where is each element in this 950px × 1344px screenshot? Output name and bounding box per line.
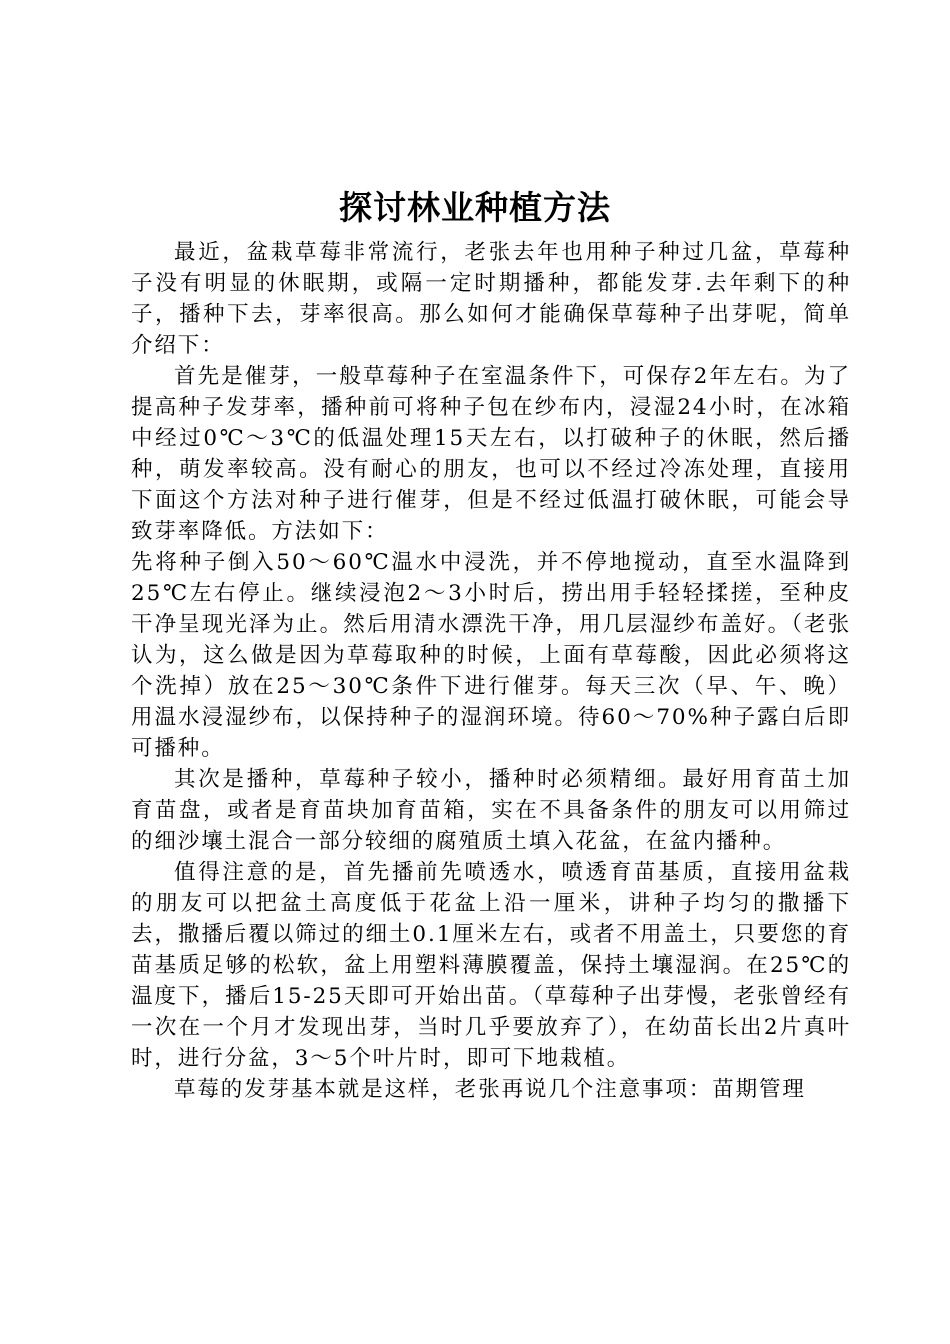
paragraph-notes: 值得注意的是，首先播前先喷透水，喷透育苗基质，直接用盆栽的朋友可以把盆土高度低于花盆上沿一厘米，讲种子均匀的撒播下去，撒播后覆以筛过的细土0.1厘米左右，或者不用盖土，只要您的育苗基质足够的松软，盆上用塑料薄膜覆盖，保持土壤湿润。在25℃的温度下，播后15-25天即可开始出苗。（草莓种子出芽慢，老张曾经有一次在一个月才发现出芽，当时几乎要放弃了），在幼苗长出2片真叶时，进行分盆，3～5个叶片时，即可下地栽植。 — [131, 860, 851, 1071]
paragraph-intro: 最近，盆栽草莓非常流行，老张去年也用种子种过几盆，草莓种子没有明显的休眠期，或隔一定时期播种，都能发芽.去年剩下的种子，播种下去，芽率很高。那么如何才能确保草莓种子出芽呢，简单介绍下： — [131, 240, 851, 358]
paragraph-seedling-care: 草莓的发芽基本就是这样，老张再说几个注意事项：苗期管理 — [174, 1077, 806, 1102]
document-body — [131, 237, 851, 1105]
paragraph-sowing: 其次是播种，草莓种子较小，播种时必须精细。最好用育苗土加育苗盘，或者是育苗块加育苗箱，实在不具备条件的朋友可以用筛过的细沙壤土混合一部分较细的腐殖质土填入花盆，在盆内播种。 — [131, 767, 851, 854]
paragraph-soaking-method: 先将种子倒入50～60℃温水中浸洗，并不停地搅动，直至水温降到25℃左右停止。继续浸泡2～3小时后，捞出用手轻轻揉搓，至种皮干净呈现光泽为止。然后用清水漂洗干净，用几层湿纱布盖好。（老张认为，这么做是因为草莓取种的时候，上面有草莓酸，因此必须将这个洗掉）放在25～30℃条件下进行催芽。每天三次（早、午、晚）用温水浸湿纱布，以保持种子的湿润环境。待60～70%种子露白后即可播种。 — [131, 550, 851, 761]
document-title: 探讨林业种植方法 — [339, 188, 611, 227]
paragraph-germination: 首先是催芽，一般草莓种子在室温条件下，可保存2年左右。为了提高种子发芽率，播种前可将种子包在纱布内，浸湿24小时，在冰箱中经过0℃～3℃的低温处理15天左右，以打破种子的休眠，然后播种，萌发率较高。没有耐心的朋友，也可以不经过冷冻处理，直接用下面这个方法对种子进行催芽，但是不经过低温打破休眠，可能会导致芽率降低。方法如下： — [131, 364, 851, 544]
